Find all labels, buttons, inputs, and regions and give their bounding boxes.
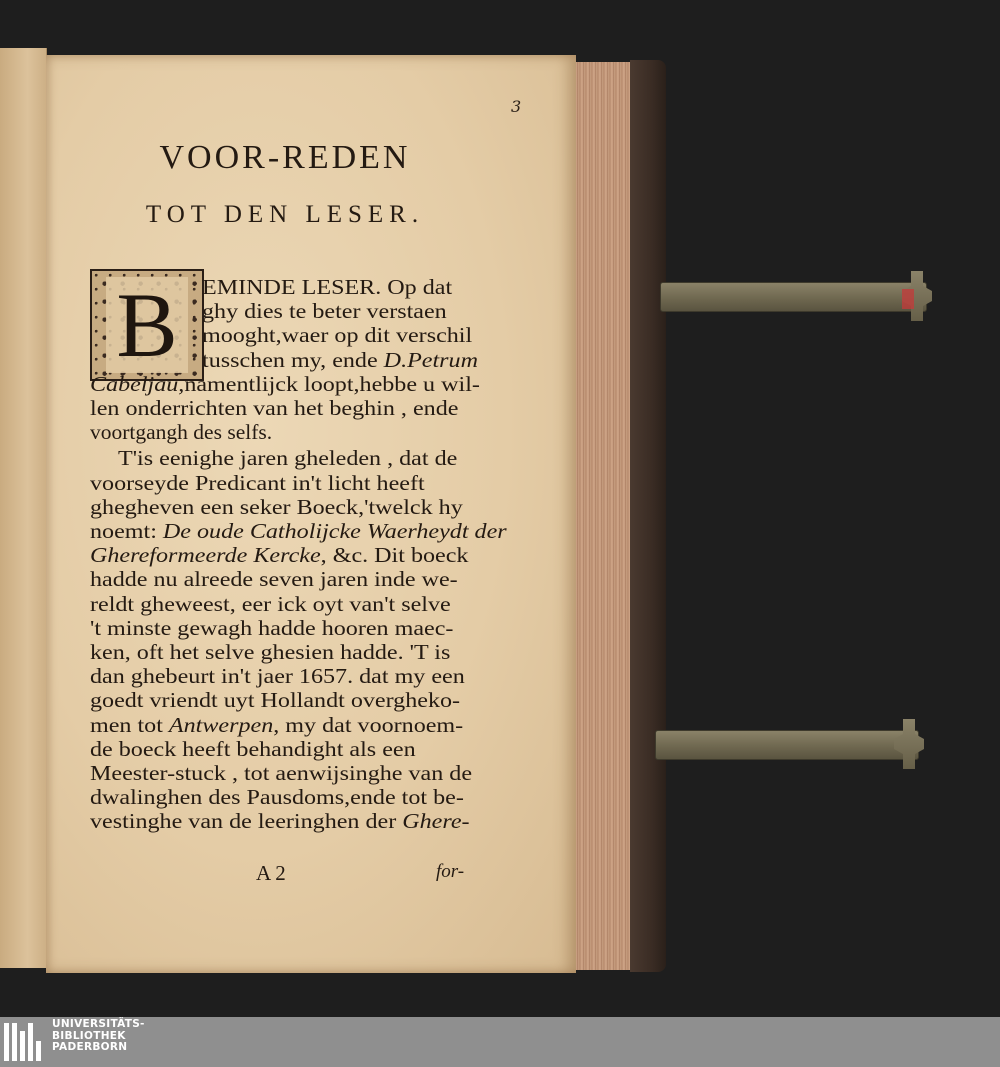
italic-text: De oude Catholijcke Waerheydt der <box>162 519 507 543</box>
text-line <box>202 323 472 348</box>
text-span: reldt gheweest, eer ick oyt van't selve <box>90 591 451 616</box>
italic-text: Antwerpen <box>168 712 274 737</box>
text-span: dwalinghen des Pausdoms,ende tot be- <box>90 785 464 810</box>
text-span: voorseyde Predicant in't licht heeft <box>90 470 425 495</box>
italic-text: D.Petrum <box>383 347 478 372</box>
catchword: for- <box>436 861 465 882</box>
clasp-upper <box>660 282 927 312</box>
text-line <box>202 299 447 324</box>
library-logo-icon <box>4 1023 44 1061</box>
book-page <box>46 55 576 973</box>
italic-text: Ghereformeerde Kercke <box>90 543 321 568</box>
page-subtitle: TOT DEN LESER. <box>145 201 425 228</box>
text-line <box>90 737 416 762</box>
text-span: T'is eenighe jaren gheleden , dat de <box>118 446 458 471</box>
text-span: 't minste gewagh hadde hooren maec- <box>90 615 454 640</box>
text-span: tusschen my, ende <box>202 347 384 372</box>
text-span: ken, oft het selve ghesien hadde. 'T is <box>90 640 451 664</box>
text-line <box>202 275 452 300</box>
clasp-lower-end <box>894 719 924 769</box>
italic-text: Ghere- <box>402 809 470 834</box>
text-line <box>202 348 478 373</box>
library-name-line-2: BIBLIOTHEK <box>52 1029 126 1042</box>
signature-mark: A 2 <box>256 861 286 885</box>
text-span: goedt vriendt uyt Hollandt overgheko- <box>90 688 461 713</box>
text-span: voortgangh des selfs. <box>90 420 273 445</box>
text-span: men tot <box>90 712 169 737</box>
book-cover <box>630 60 666 972</box>
text-span: noemt: <box>90 519 163 543</box>
library-name <box>52 1019 252 1054</box>
text-line <box>90 420 272 445</box>
text-span: hadde nu alreede seven jaren inde we- <box>90 567 458 592</box>
page-number: 3 <box>511 97 522 116</box>
text-line <box>90 543 468 568</box>
text-span: de boeck heeft behandight als een <box>90 736 416 761</box>
text-line <box>90 640 450 665</box>
left-page-edge <box>0 48 47 968</box>
text-span: len onderrichten van het beghin , ende <box>90 396 459 420</box>
text-span: dan ghebeurt in't jaer 1657. dat my een <box>90 664 465 689</box>
text-line <box>90 396 458 421</box>
text-line <box>90 688 460 713</box>
page-title: VOOR-REDEN <box>159 139 411 176</box>
library-name-line-1: UNIVERSITÄTS- <box>52 1018 145 1030</box>
text-span: ghy dies te beter verstaen <box>202 299 447 324</box>
decorated-initial <box>90 269 204 381</box>
text-span: Meester-stuck , tot aenwijsinghe van de <box>90 761 473 785</box>
text-line <box>90 761 472 786</box>
text-line <box>90 495 463 520</box>
text-line <box>90 785 464 810</box>
text-line <box>118 446 457 471</box>
text-line <box>90 713 463 738</box>
initial-letter: B <box>106 277 187 373</box>
text-span: , my dat voornoem- <box>273 712 464 737</box>
text-span: namentlijck loopt,hebbe u wil- <box>184 371 480 396</box>
text-span: , &c. Dit boeck <box>320 543 469 568</box>
footer-bar <box>0 1017 1000 1067</box>
text-line <box>90 809 470 834</box>
italic-text: Cabeljau, <box>90 371 185 396</box>
text-line <box>90 592 451 617</box>
text-line <box>90 664 465 689</box>
text-line <box>90 519 507 544</box>
text-span: vestinghe van de leeringhen der <box>90 809 403 834</box>
text-line <box>90 616 453 641</box>
text-line <box>90 567 458 592</box>
text-span: mooght,waer op dit verschil <box>202 323 473 348</box>
text-span: EMINDE LESER. Op dat <box>202 275 453 299</box>
red-mark <box>902 289 914 309</box>
clasp-lower <box>655 730 919 760</box>
text-span: ghegheven een seker Boeck,'twelck hy <box>90 494 463 519</box>
text-line <box>90 471 425 496</box>
library-name-line-3: PADERBORN <box>52 1041 128 1053</box>
text-line <box>90 372 480 397</box>
